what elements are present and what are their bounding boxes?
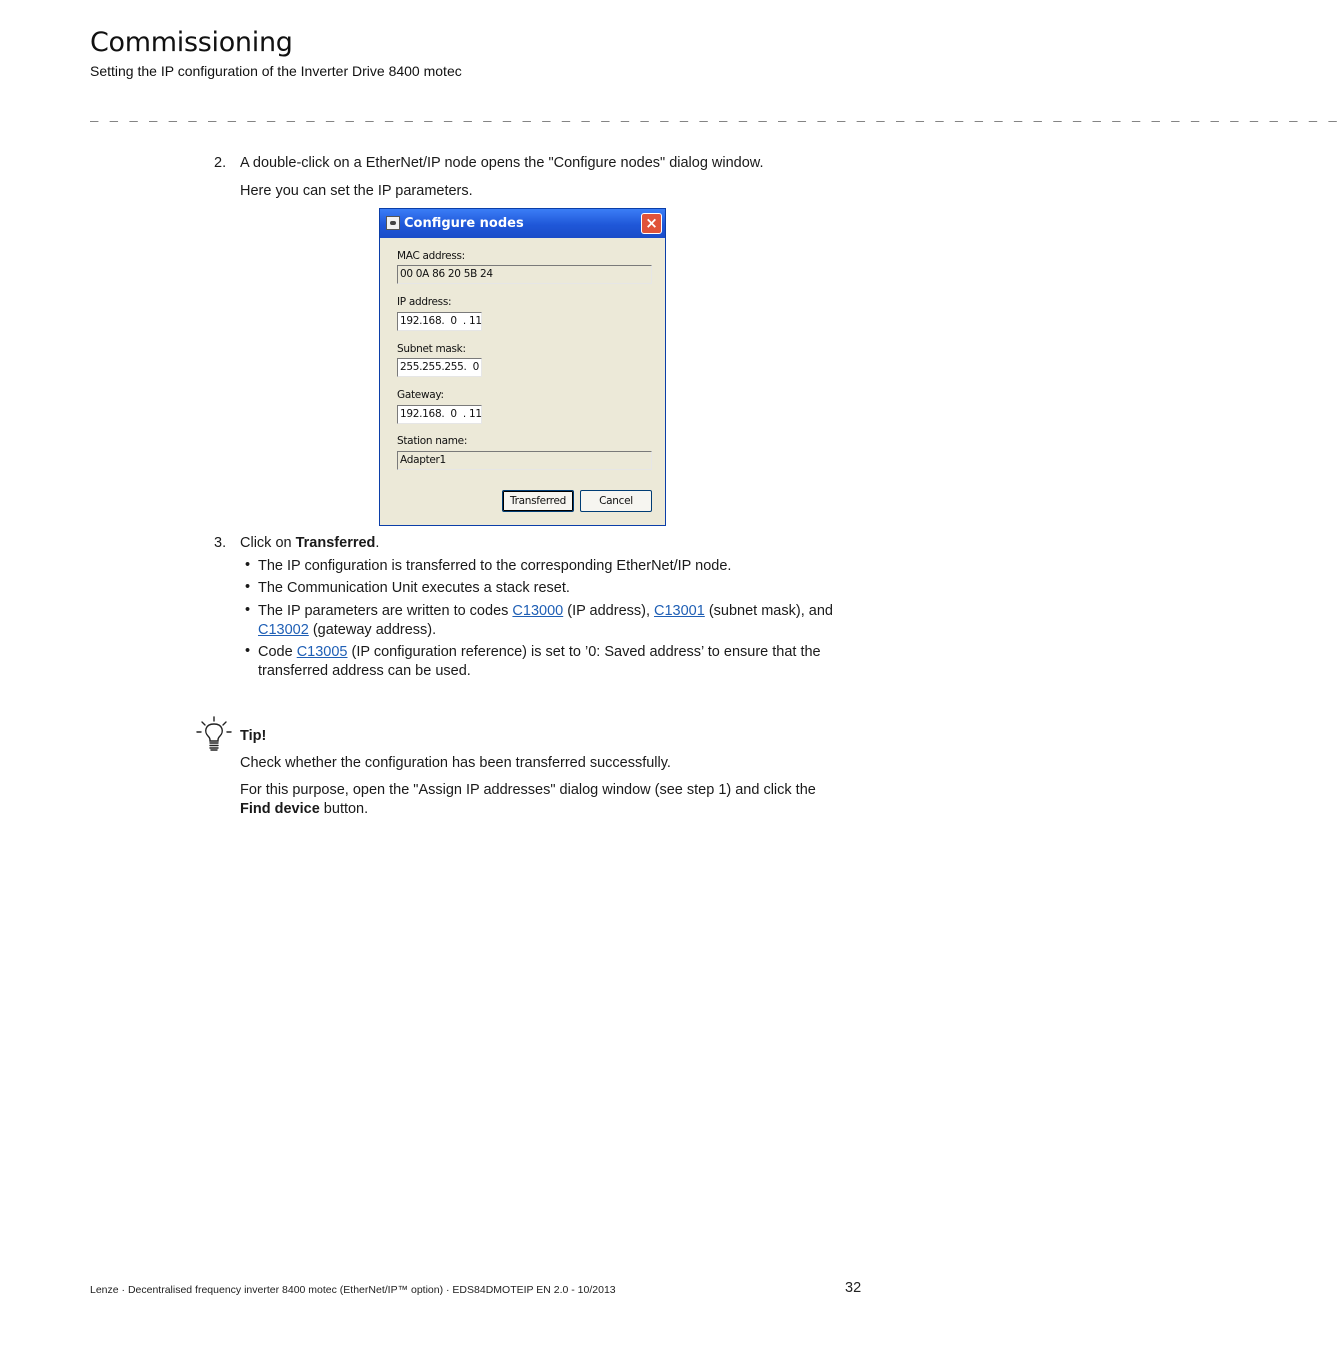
c13005-link[interactable]: C13005 <box>296 644 348 660</box>
lightbulb-icon <box>196 716 232 752</box>
step-2-number: 2. <box>214 155 227 171</box>
mac-address-label: MAC address: <box>397 250 465 262</box>
station-name-field: Adapter1 <box>397 451 652 470</box>
header-separator: _ _ _ _ _ _ _ _ _ _ _ _ _ _ _ _ _ _ _ _ _ _ _ _ _ _ _ _ _ _ _ _ _ _ _ _ _ _ _ _ _ _ _ _ _ _ _ _ _ _ _ _ _ _ _ _ _ _ _ _ _ _ _ _ <box>90 106 1338 122</box>
tip-line-2: For this purpose, open the "Assign IP addresses" dialog window (see step 1) and click the <box>240 782 816 798</box>
bullet-item-4 <box>258 643 821 662</box>
step-3-number: 3. <box>214 535 227 551</box>
step-3-suffix: . <box>375 535 380 551</box>
bullet-3-text: (subnet mask), and <box>704 603 833 619</box>
bullet-item-1: The IP configuration is transferred to the corresponding EtherNet/IP node. <box>258 558 732 574</box>
bullet-3-text: (IP address), <box>563 603 655 619</box>
bullet-marker: • <box>245 579 251 595</box>
step-2-text: A double-click on a EtherNet/IP node opens the "Configure nodes" dialog window. <box>240 155 764 171</box>
page-title: Commissioning <box>90 27 293 58</box>
dialog-title: Configure nodes <box>404 216 524 231</box>
app-icon <box>386 216 400 230</box>
configure-nodes-dialog <box>379 208 666 526</box>
tip-line-1: Check whether the configuration has been transferred successfully. <box>240 755 671 771</box>
bullet-item-3 <box>258 602 833 621</box>
step-3-text <box>240 534 379 553</box>
subnet-mask-field[interactable]: 255.255.255. 0 <box>397 358 482 377</box>
page-number: 32 <box>845 1280 862 1296</box>
bullet-item-4-line2: transferred address can be used. <box>258 663 471 679</box>
bullet-4-text: Code <box>258 644 297 660</box>
bullet-3-text: The IP parameters are written to codes <box>258 603 513 619</box>
bullet-item-3-line2 <box>258 621 436 640</box>
transferred-button[interactable]: Transferred <box>502 490 574 512</box>
tip-line-3 <box>240 800 368 819</box>
bullet-marker: • <box>245 602 251 618</box>
cancel-button[interactable]: Cancel <box>580 490 652 512</box>
footer-text: Lenze · Decentralised frequency inverter 8400 motec (EtherNet/IP™ option) · EDS84DMOTEIP EN 2.0 - 10/2013 <box>90 1284 616 1296</box>
page-subtitle: Setting the IP configuration of the Inverter Drive 8400 motec <box>90 63 462 79</box>
find-device-label: Find device <box>240 801 320 817</box>
tip-line-3-rest: button. <box>319 801 369 817</box>
step-3-bold: Transferred <box>295 535 376 551</box>
c13002-link[interactable]: C13002 <box>258 622 309 638</box>
bullet-marker: • <box>245 557 251 573</box>
bullet-3-text: (gateway address). <box>308 622 437 638</box>
tip-heading: Tip! <box>240 728 267 744</box>
step-2-subtext: Here you can set the IP parameters. <box>240 183 473 199</box>
bullet-4-text: (IP configuration reference) is set to ’0: Saved address’ to ensure that the <box>347 644 821 660</box>
gateway-label: Gateway: <box>397 389 444 401</box>
mac-address-field: 00 0A 86 20 5B 24 <box>397 265 652 284</box>
c13001-link[interactable]: C13001 <box>654 603 705 619</box>
close-button[interactable]: × <box>641 213 662 234</box>
c13000-link[interactable]: C13000 <box>512 603 564 619</box>
bullet-item-2: The Communication Unit executes a stack reset. <box>258 580 570 596</box>
gateway-field[interactable]: 192.168. 0 . 11 <box>397 405 482 424</box>
dialog-titlebar[interactable] <box>380 209 665 238</box>
station-name-label: Station name: <box>397 435 468 447</box>
ip-address-label: IP address: <box>397 296 452 308</box>
subnet-mask-label: Subnet mask: <box>397 343 466 355</box>
ip-address-field[interactable]: 192.168. 0 . 11 <box>397 312 482 331</box>
step-3-prefix: Click on <box>240 535 296 551</box>
bullet-marker: • <box>245 643 251 659</box>
